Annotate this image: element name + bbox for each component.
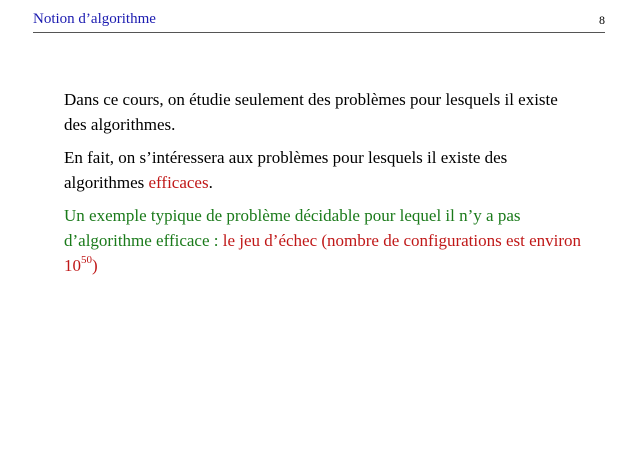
paragraph-3: [64, 203, 584, 278]
slide-body: [64, 87, 584, 286]
page-number: 8: [599, 13, 605, 27]
slide-header: [33, 9, 605, 35]
header-divider: [33, 32, 605, 33]
header-title: Notion d’algorithme: [33, 11, 156, 27]
closing-paren: ): [92, 256, 98, 275]
paragraph-3-red-text: le jeu d’échec (nombre de configurations est environ 10: [64, 231, 582, 275]
paragraph-2-text: En fait, on s’intéressera aux problèmes pour lesquels il existe des algorithmes: [64, 148, 508, 192]
paragraph-3-green-text: Un exemple typique de problème décidable pour lequel il n’y a pas d’algorithme efficace :: [64, 206, 521, 250]
paragraph-1: Dans ce cours, on étudie seulement des problèmes pour lesquels il existe des algorithmes.: [64, 90, 558, 134]
efficaces-highlight: efficaces: [148, 173, 209, 192]
paragraph-2: [64, 145, 584, 195]
exponent: 50: [81, 254, 92, 267]
paragraph-2-period: .: [208, 173, 213, 192]
